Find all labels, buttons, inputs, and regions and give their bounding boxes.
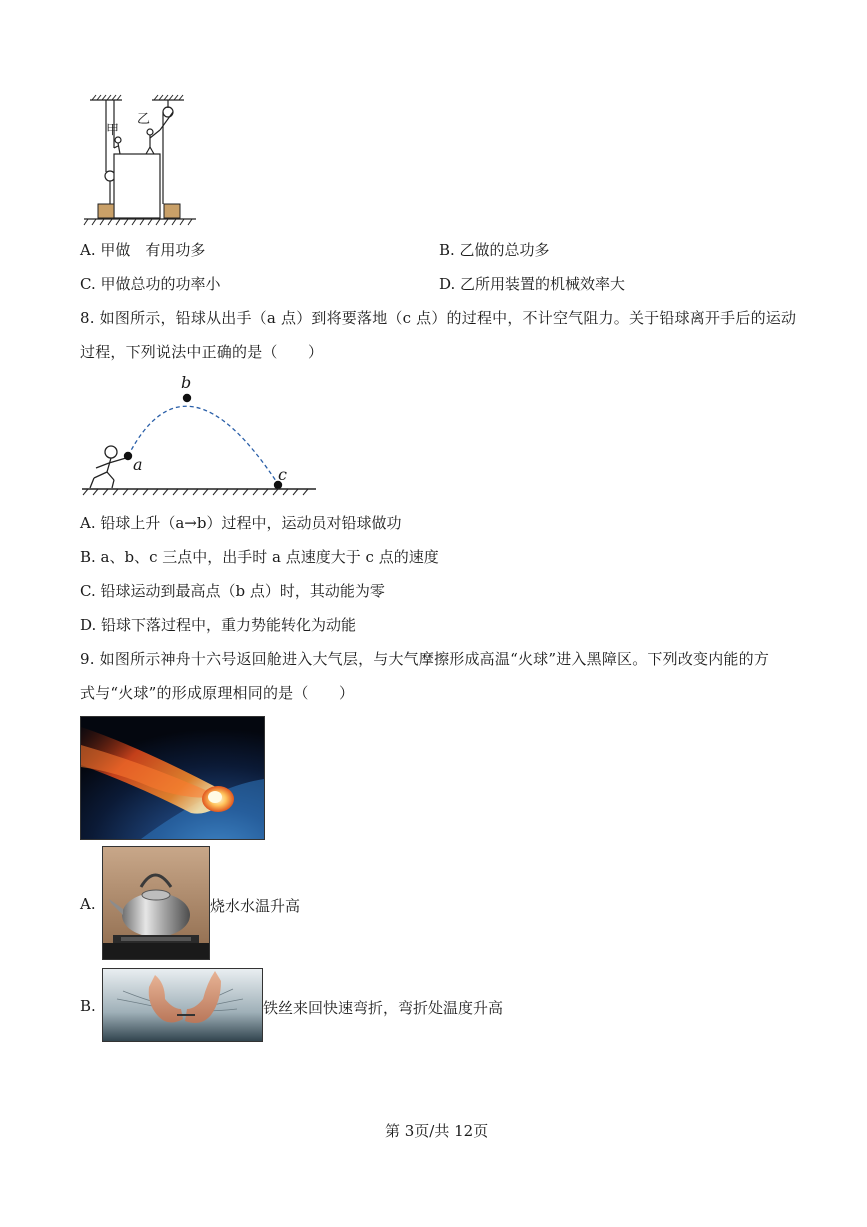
q8-stem-line1: 8. 如图所示，铅球从出手（a 点）到将要落地（c 点）的过程中，不计空气阻力。关于铅球离开手后的运动	[80, 309, 797, 327]
q7-option-c: C. 甲做总功的功率小	[80, 275, 221, 293]
kettle-on-stove-image	[102, 846, 210, 960]
q9-option-b-letter: B.	[80, 997, 96, 1015]
q9-stem-line2: 式与“火球”的形成原理相同的是（ ）	[80, 684, 355, 702]
q9-option-a-text: 烧水水温升高	[210, 897, 301, 915]
label-yi: 乙	[137, 112, 151, 127]
q8-option-b: B. a、b、c 三点中，出手时 a 点速度大于 c 点的速度	[80, 548, 439, 566]
q8-option-a: A. 铅球上升（a→b）过程中，运动员对铅球做功	[80, 514, 402, 532]
q9-option-b-text: 铁丝来回快速弯折，弯折处温度升高	[263, 999, 504, 1017]
bending-wire-hands-image	[102, 968, 263, 1042]
label-jia: 甲	[106, 123, 120, 138]
page-number: 第 3页/共 12页	[385, 1122, 489, 1140]
point-label-b: b	[181, 373, 192, 392]
q8-option-d: D. 铅球下落过程中，重力势能转化为动能	[80, 616, 357, 634]
q7-option-b: B. 乙做的总功多	[439, 241, 550, 259]
q7-option-d: D. 乙所用装置的机械效率大	[439, 275, 626, 293]
q9-stem-line1: 9. 如图所示神舟十六号返回舱进入大气层，与大气摩擦形成高温“火球”进入黑障区。下列改变内能的方	[80, 650, 770, 668]
q8-stem-line2: 过程，下列说法中正确的是（ ）	[80, 343, 324, 361]
point-label-a: a	[133, 455, 143, 474]
q9-option-a-letter: A.	[80, 895, 96, 913]
q7-option-a: A. 甲做 有用功多	[80, 241, 206, 259]
q8-option-c: C. 铅球运动到最高点（b 点）时，其动能为零	[80, 582, 385, 600]
point-label-c: c	[278, 465, 287, 484]
reentry-fireball-image	[80, 716, 265, 840]
